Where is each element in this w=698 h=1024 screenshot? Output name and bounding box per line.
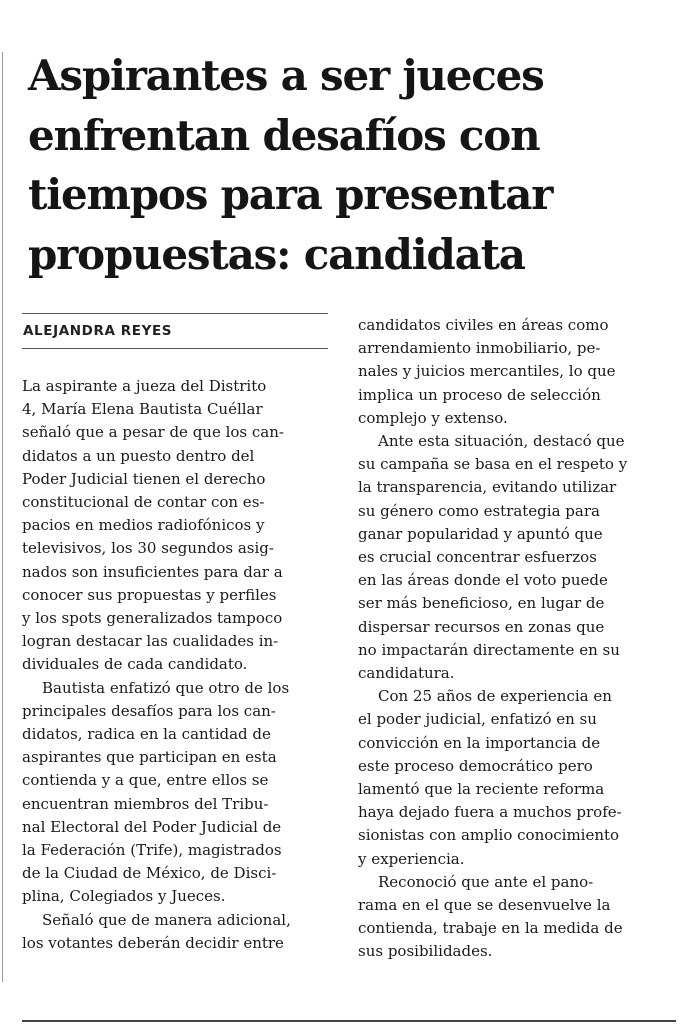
article-column-right bbox=[358, 314, 664, 964]
text-line: y experiencia. bbox=[358, 849, 465, 868]
text-line: aspirantes que participan en esta bbox=[22, 748, 277, 767]
text-line: y los spots generalizados tampoco bbox=[22, 609, 283, 628]
text-line: ser más beneficioso, en lugar de bbox=[358, 594, 605, 613]
text-line: los votantes deberán decidir entre bbox=[22, 933, 284, 952]
text-line: el poder judicial, enfatizó en su bbox=[358, 710, 597, 729]
text-line: Bautista enfatizó que otro de los bbox=[42, 678, 290, 697]
headline-line: enfrentan desafíos con bbox=[28, 110, 540, 160]
text-line: contienda y a que, entre ellos se bbox=[22, 771, 269, 790]
text-line: pacios en medios radiofónicos y bbox=[22, 516, 265, 535]
text-line: contienda, trabaje en la medida de bbox=[358, 919, 623, 938]
text-line: Señaló que de manera adicional, bbox=[42, 910, 291, 929]
text-line: no impactarán directamente en su bbox=[358, 640, 620, 659]
text-line: encuentran miembros del Tribu- bbox=[22, 794, 269, 813]
article-headline bbox=[28, 46, 693, 284]
text-line: sionistas con amplio conocimiento bbox=[358, 826, 620, 845]
text-line: constitucional de contar con es- bbox=[22, 493, 265, 512]
text-line: este proceso democrático pero bbox=[358, 756, 593, 775]
text-line: nal Electoral del Poder Judicial de bbox=[22, 817, 282, 836]
text-line: candidatos civiles en áreas como bbox=[358, 316, 609, 334]
text-line: dividuales de cada candidato. bbox=[22, 655, 248, 674]
text-line: 4, María Elena Bautista Cuéllar bbox=[22, 400, 263, 419]
headline-line: tiempos para presentar bbox=[28, 170, 553, 219]
text-line: su género como estrategia para bbox=[358, 501, 600, 520]
text-line: lamentó que la reciente reforma bbox=[358, 780, 605, 799]
text-line: su campaña se basa en el respeto y bbox=[358, 455, 628, 474]
text-line: nados son insuficientes para dar a bbox=[22, 562, 283, 581]
text-line: haya dejado fuera a muchos profe- bbox=[358, 803, 622, 822]
text-line: señaló que a pesar de que los can- bbox=[22, 423, 284, 442]
text-line: es crucial concentrar esfuerzos bbox=[358, 548, 597, 567]
text-line: la transparencia, evitando utilizar bbox=[358, 478, 617, 497]
text-line: ganar popularidad y apuntó que bbox=[358, 524, 603, 543]
headline-line: Aspirantes a ser jueces bbox=[28, 51, 544, 100]
text-line: Poder Judicial tienen el derecho bbox=[22, 469, 266, 488]
text-line: de la Ciudad de México, de Disci- bbox=[22, 864, 277, 883]
text-line: Con 25 años de experiencia en bbox=[378, 687, 612, 706]
text-line: arrendamiento inmobiliario, pe- bbox=[358, 339, 601, 358]
text-line: Ante esta situación, destacó que bbox=[378, 432, 625, 451]
text-line: en las áreas donde el voto puede bbox=[358, 571, 608, 590]
text-line: didatos, radica en la cantidad de bbox=[22, 725, 271, 744]
text-line: sus posibilidades. bbox=[358, 942, 493, 961]
bottom-rule bbox=[22, 1020, 676, 1022]
text-line: convicción en la importancia de bbox=[358, 733, 601, 752]
text-line: principales desafíos para los can- bbox=[22, 701, 276, 720]
text-line: dispersar recursos en zonas que bbox=[358, 617, 605, 636]
text-line: Reconoció que ante el pano- bbox=[378, 872, 594, 891]
text-line: nales y juicios mercantiles, lo que bbox=[358, 362, 616, 381]
text-line: plina, Colegiados y Jueces. bbox=[22, 887, 226, 906]
text-line: complejo y extenso. bbox=[358, 408, 508, 427]
article-column-left bbox=[22, 375, 332, 955]
text-line: implica un proceso de selección bbox=[358, 385, 601, 404]
text-line: conocer sus propuestas y perfiles bbox=[22, 585, 277, 604]
author-byline: ALEJANDRA REYES bbox=[23, 323, 173, 339]
text-line: La aspirante a jueza del Distrito bbox=[22, 377, 267, 395]
byline-box bbox=[22, 313, 328, 349]
text-line: logran destacar las cualidades in- bbox=[22, 632, 279, 651]
text-line: candidatura. bbox=[358, 664, 455, 683]
left-margin-rule bbox=[2, 52, 3, 982]
text-line: la Federación (Trife), magistrados bbox=[22, 841, 282, 860]
text-line: rama en el que se desenvuelve la bbox=[358, 896, 611, 915]
headline-line: propuestas: candidata bbox=[28, 229, 525, 279]
text-line: didatos a un puesto dentro del bbox=[22, 446, 255, 465]
text-line: televisivos, los 30 segundos asig- bbox=[22, 539, 274, 558]
